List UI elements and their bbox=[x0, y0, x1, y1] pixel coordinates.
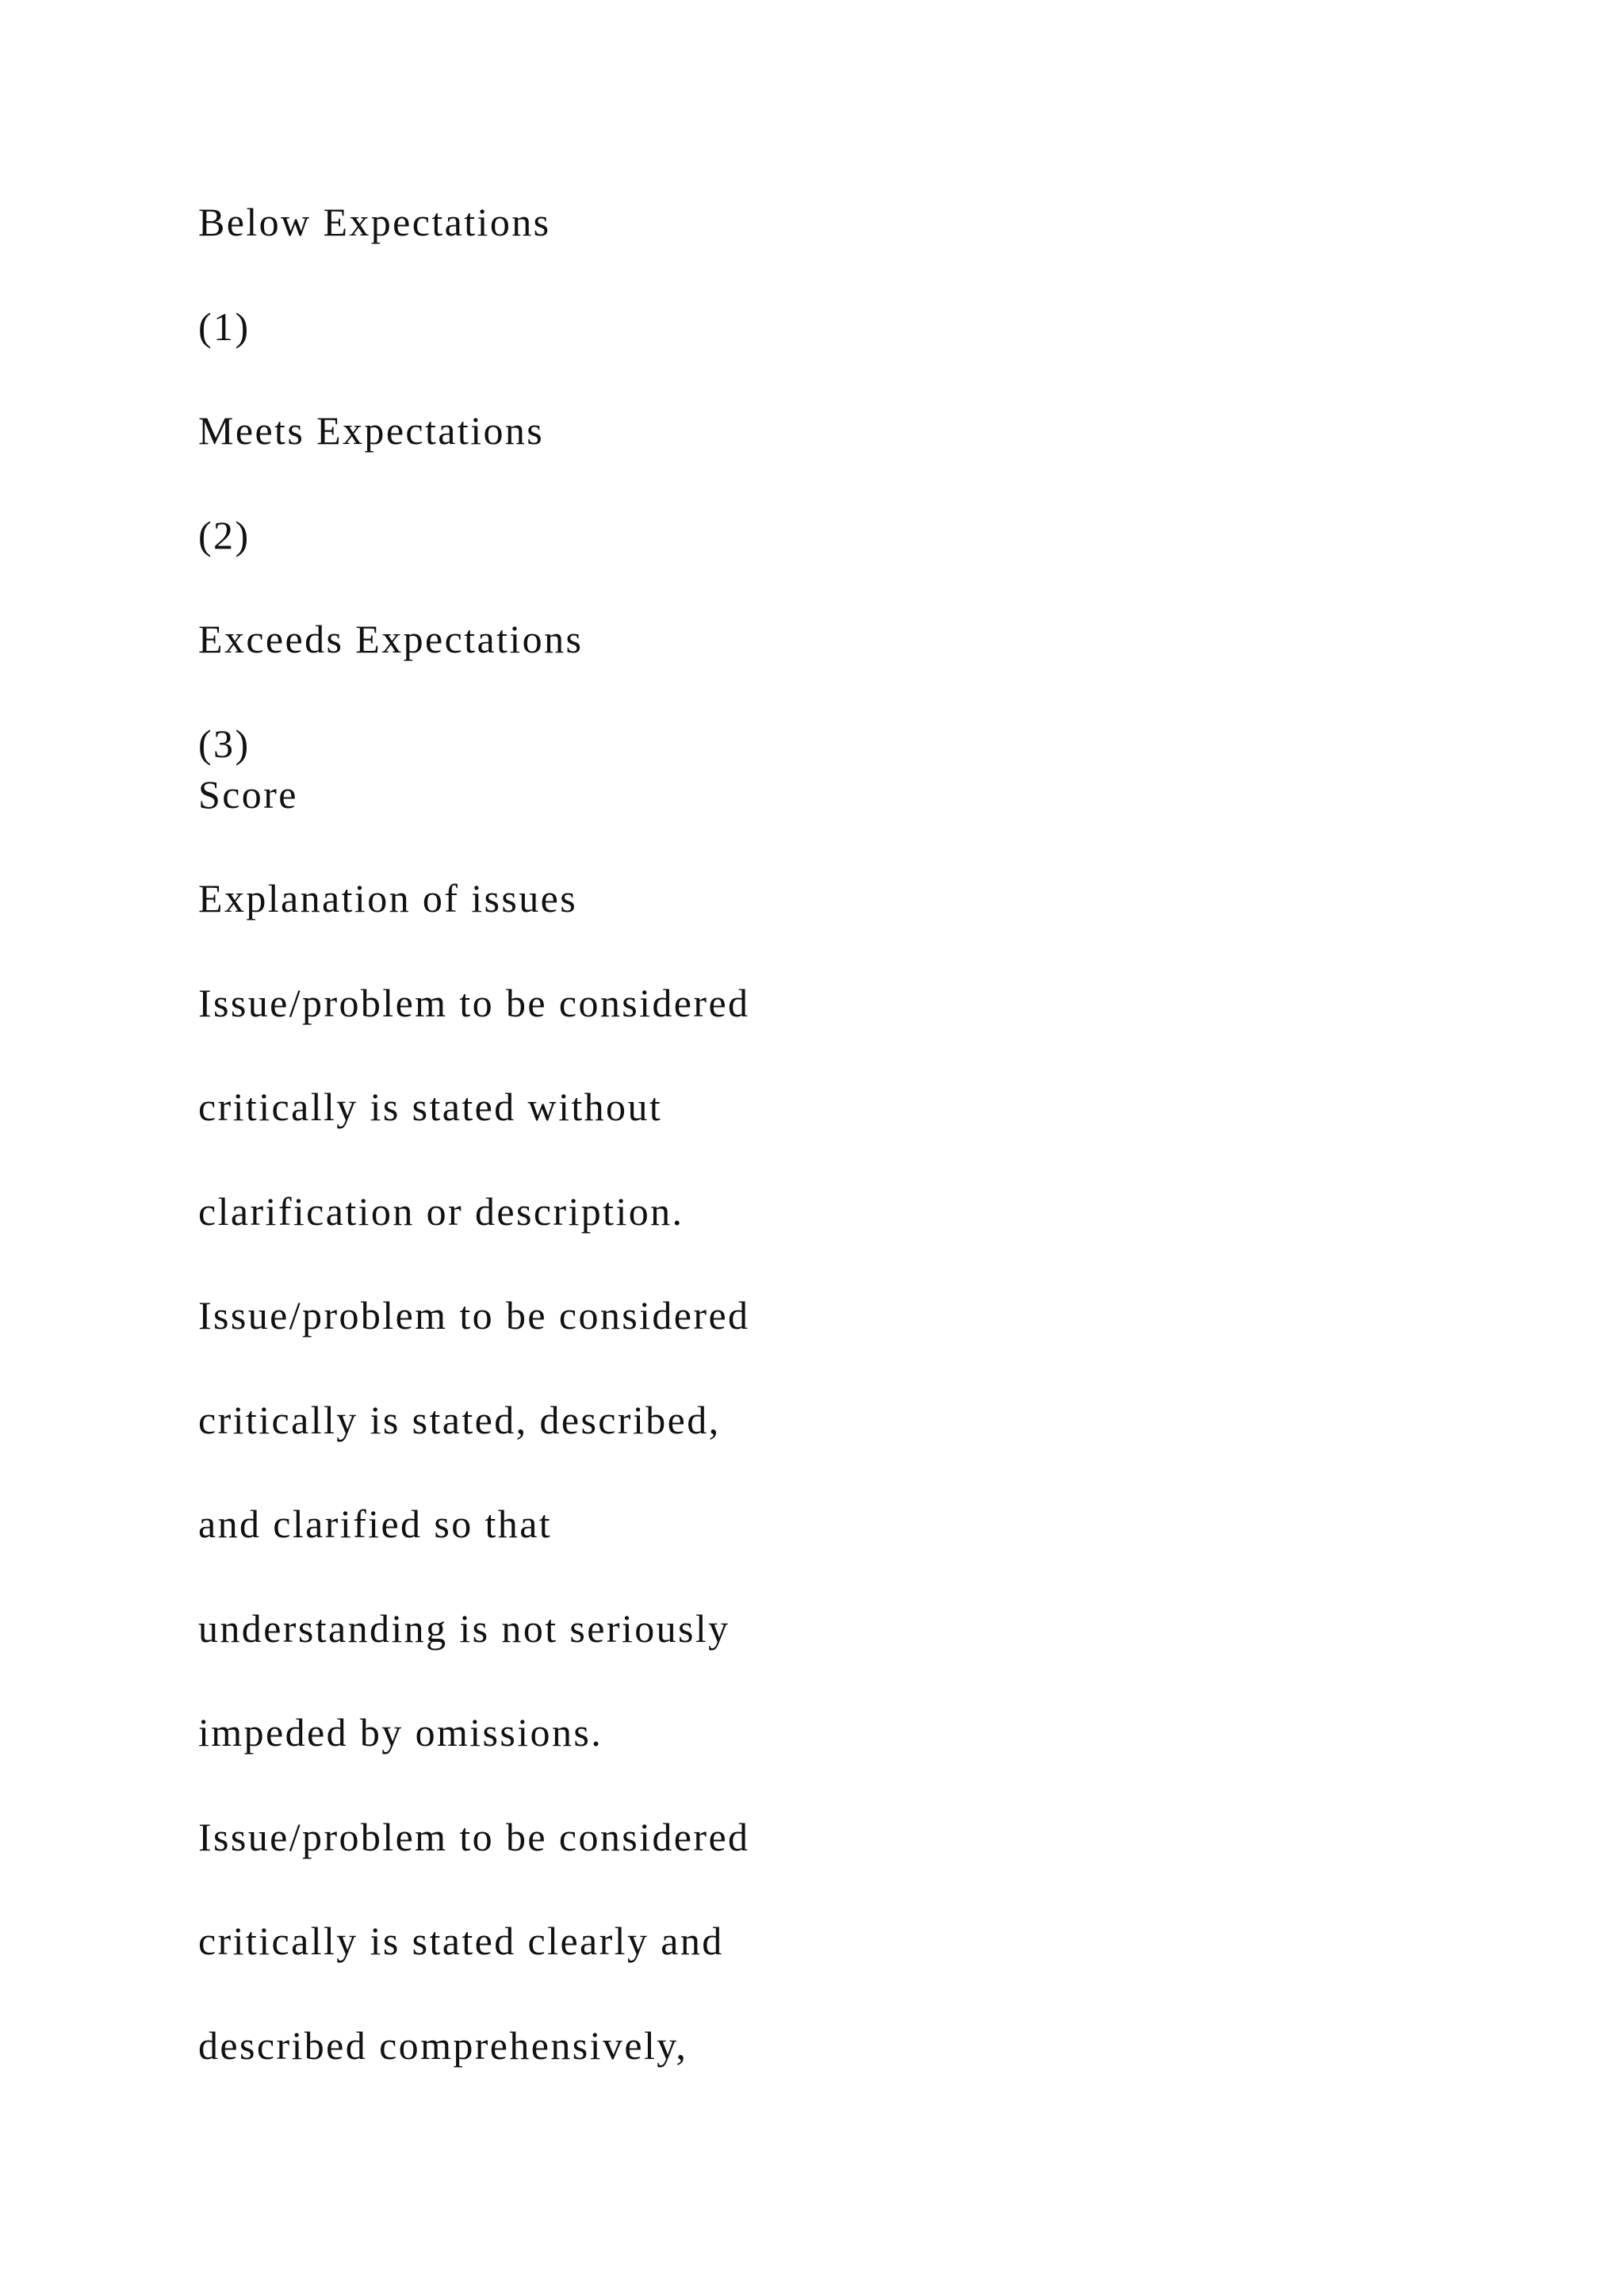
level-below-points: (1) bbox=[198, 304, 251, 349]
exceeds-description-line: critically is stated clearly and bbox=[198, 1919, 724, 1963]
meets-description-line: critically is stated, described, bbox=[198, 1398, 721, 1442]
level-meets-points: (2) bbox=[198, 513, 251, 557]
meets-description-line: understanding is not seriously bbox=[198, 1606, 730, 1651]
below-description-line: critically is stated without bbox=[198, 1085, 663, 1129]
meets-description-line: impeded by omissions. bbox=[198, 1710, 603, 1755]
exceeds-description-line: Issue/problem to be considered bbox=[198, 1815, 750, 1859]
below-description-line: clarification or description. bbox=[198, 1189, 684, 1234]
below-description-line: Issue/problem to be considered bbox=[198, 981, 750, 1025]
meets-description-line: Issue/problem to be considered bbox=[198, 1293, 750, 1337]
meets-description-line: and clarified so that bbox=[198, 1502, 553, 1546]
level-exceeds-points: (3) bbox=[198, 721, 251, 766]
level-exceeds-label: Exceeds Expectations bbox=[198, 617, 584, 661]
score-label: Score bbox=[198, 772, 298, 817]
level-meets-label: Meets Expectations bbox=[198, 408, 545, 453]
criterion-title: Explanation of issues bbox=[198, 876, 578, 920]
exceeds-description-line: described comprehensively, bbox=[198, 2023, 688, 2068]
level-below-label: Below Expectations bbox=[198, 200, 551, 244]
